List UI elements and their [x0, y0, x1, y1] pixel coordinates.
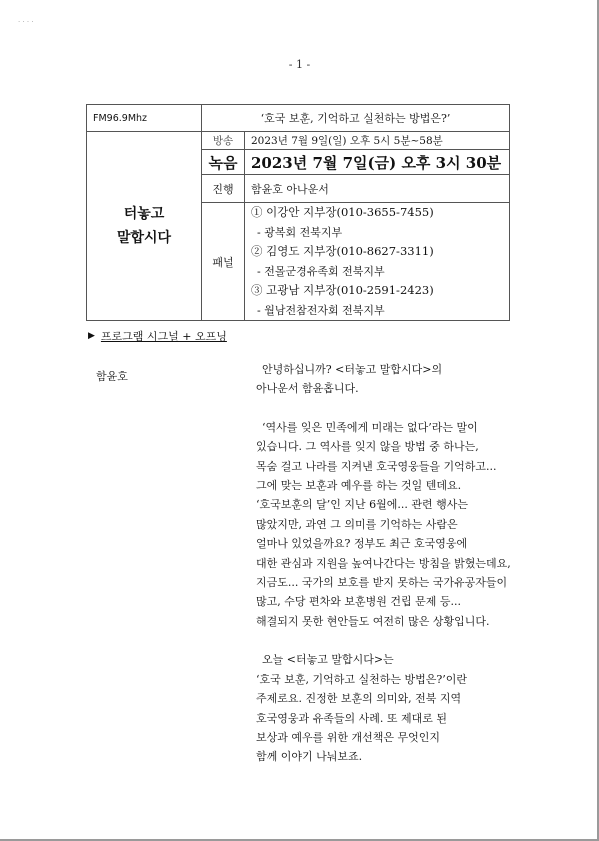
panel-label: 패널: [202, 203, 245, 321]
script-line: 안녕하십니까? <터놓고 말합시다>의: [262, 363, 443, 376]
section-heading-text: 프로그램 시그널 + 오프닝: [100, 330, 227, 343]
script-body: [256, 360, 526, 786]
script-line: 호국영웅과 유족들의 사례. 또 제대로 된: [256, 711, 447, 725]
program-name-line2: 말합시다: [116, 230, 172, 246]
script-paragraph-2: [256, 418, 526, 631]
script-line: 많고, 수당 편차와 보훈병원 건립 문제 등...: [256, 595, 461, 609]
panelist-2-org: - 전몰군경유족회 전북지부: [257, 264, 385, 278]
panelist-3-name: ③ 고광남 지부장(010-2591-2423): [251, 283, 434, 297]
panelist-1-org: - 광복회 전북지부: [257, 225, 343, 239]
program-name: [87, 132, 202, 321]
script-paragraph-1: [256, 360, 526, 399]
script-line: 오늘 <터놓고 말합시다>는: [262, 653, 394, 667]
host-label: 진행: [202, 175, 245, 203]
program-name-line1: 터놓고: [123, 206, 165, 222]
script-paragraph-3: [256, 650, 526, 766]
section-heading: [88, 328, 227, 344]
recording-label: 녹음: [202, 150, 245, 175]
script-line: 주제로요. 진정한 보훈의 의미와, 전북 지역: [256, 692, 462, 706]
script-line: 해결되지 못한 현안들도 여전히 많은 상황입니다.: [256, 614, 490, 628]
recording-time: 2023년 7월 7일(금) 오후 3시 30분: [245, 150, 510, 175]
script-line: 함께 이야기 나눠보죠.: [256, 750, 363, 764]
panelist-2-name: ② 김영도 지부장(010-8627-3311): [251, 244, 434, 258]
script-line: ‘호국 보훈, 기억하고 실천하는 방법은?’이란: [256, 672, 468, 686]
page-number: - 1 -: [288, 58, 311, 71]
station-frequency: FM96.9Mhz: [87, 105, 202, 132]
broadcast-time: 2023년 7월 9일(일) 오후 5시 5분~58분: [245, 132, 510, 150]
script-line: 많았지만, 과연 그 의미를 기억하는 사람은: [256, 517, 458, 531]
triangle-right-icon: ▶: [88, 331, 95, 341]
script-line: ‘호국보훈의 달’인 지난 6월에... 관련 행사는: [256, 498, 468, 512]
speaker-name: 함윤호: [96, 370, 128, 383]
panelist-1-name: ① 이강안 지부장(010-3655-7455): [251, 205, 434, 219]
episode-title: ‘호국 보훈, 기억하고 실천하는 방법은?’: [202, 105, 510, 132]
script-line: 목숨 걸고 나라를 지켜낸 호국영웅들을 기억하고...: [256, 459, 497, 473]
host-name: 함윤호 아나운서: [245, 175, 510, 203]
script-line: 대한 관심과 지원을 높여나간다는 방침을 밝혔는데요,: [256, 556, 511, 570]
panel-list: [245, 203, 510, 321]
program-info-table: [86, 104, 510, 321]
script-line: 지금도... 국가의 보호를 받지 못하는 국가유공자들이: [256, 576, 508, 590]
scan-mark: · · · ·: [18, 18, 34, 26]
panelist-3-org: - 월남전참전자회 전북지부: [257, 303, 385, 317]
script-line: 얼마나 있었을까요? 정부도 최근 호국영웅에: [256, 537, 468, 551]
script-line: 그에 맞는 보훈과 예우를 하는 것일 텐데요.: [256, 479, 462, 493]
script-line: 보상과 예우를 위한 개선책은 무엇인지: [256, 730, 441, 744]
script-line: 아나운서 함윤홉니다.: [256, 382, 359, 396]
script-line: ‘역사를 잊은 민족에게 미래는 없다’라는 말이: [262, 420, 478, 434]
broadcast-label: 방송: [202, 132, 245, 150]
script-line: 있습니다. 그 역사를 잊지 않을 방법 중 하나는,: [256, 440, 479, 454]
